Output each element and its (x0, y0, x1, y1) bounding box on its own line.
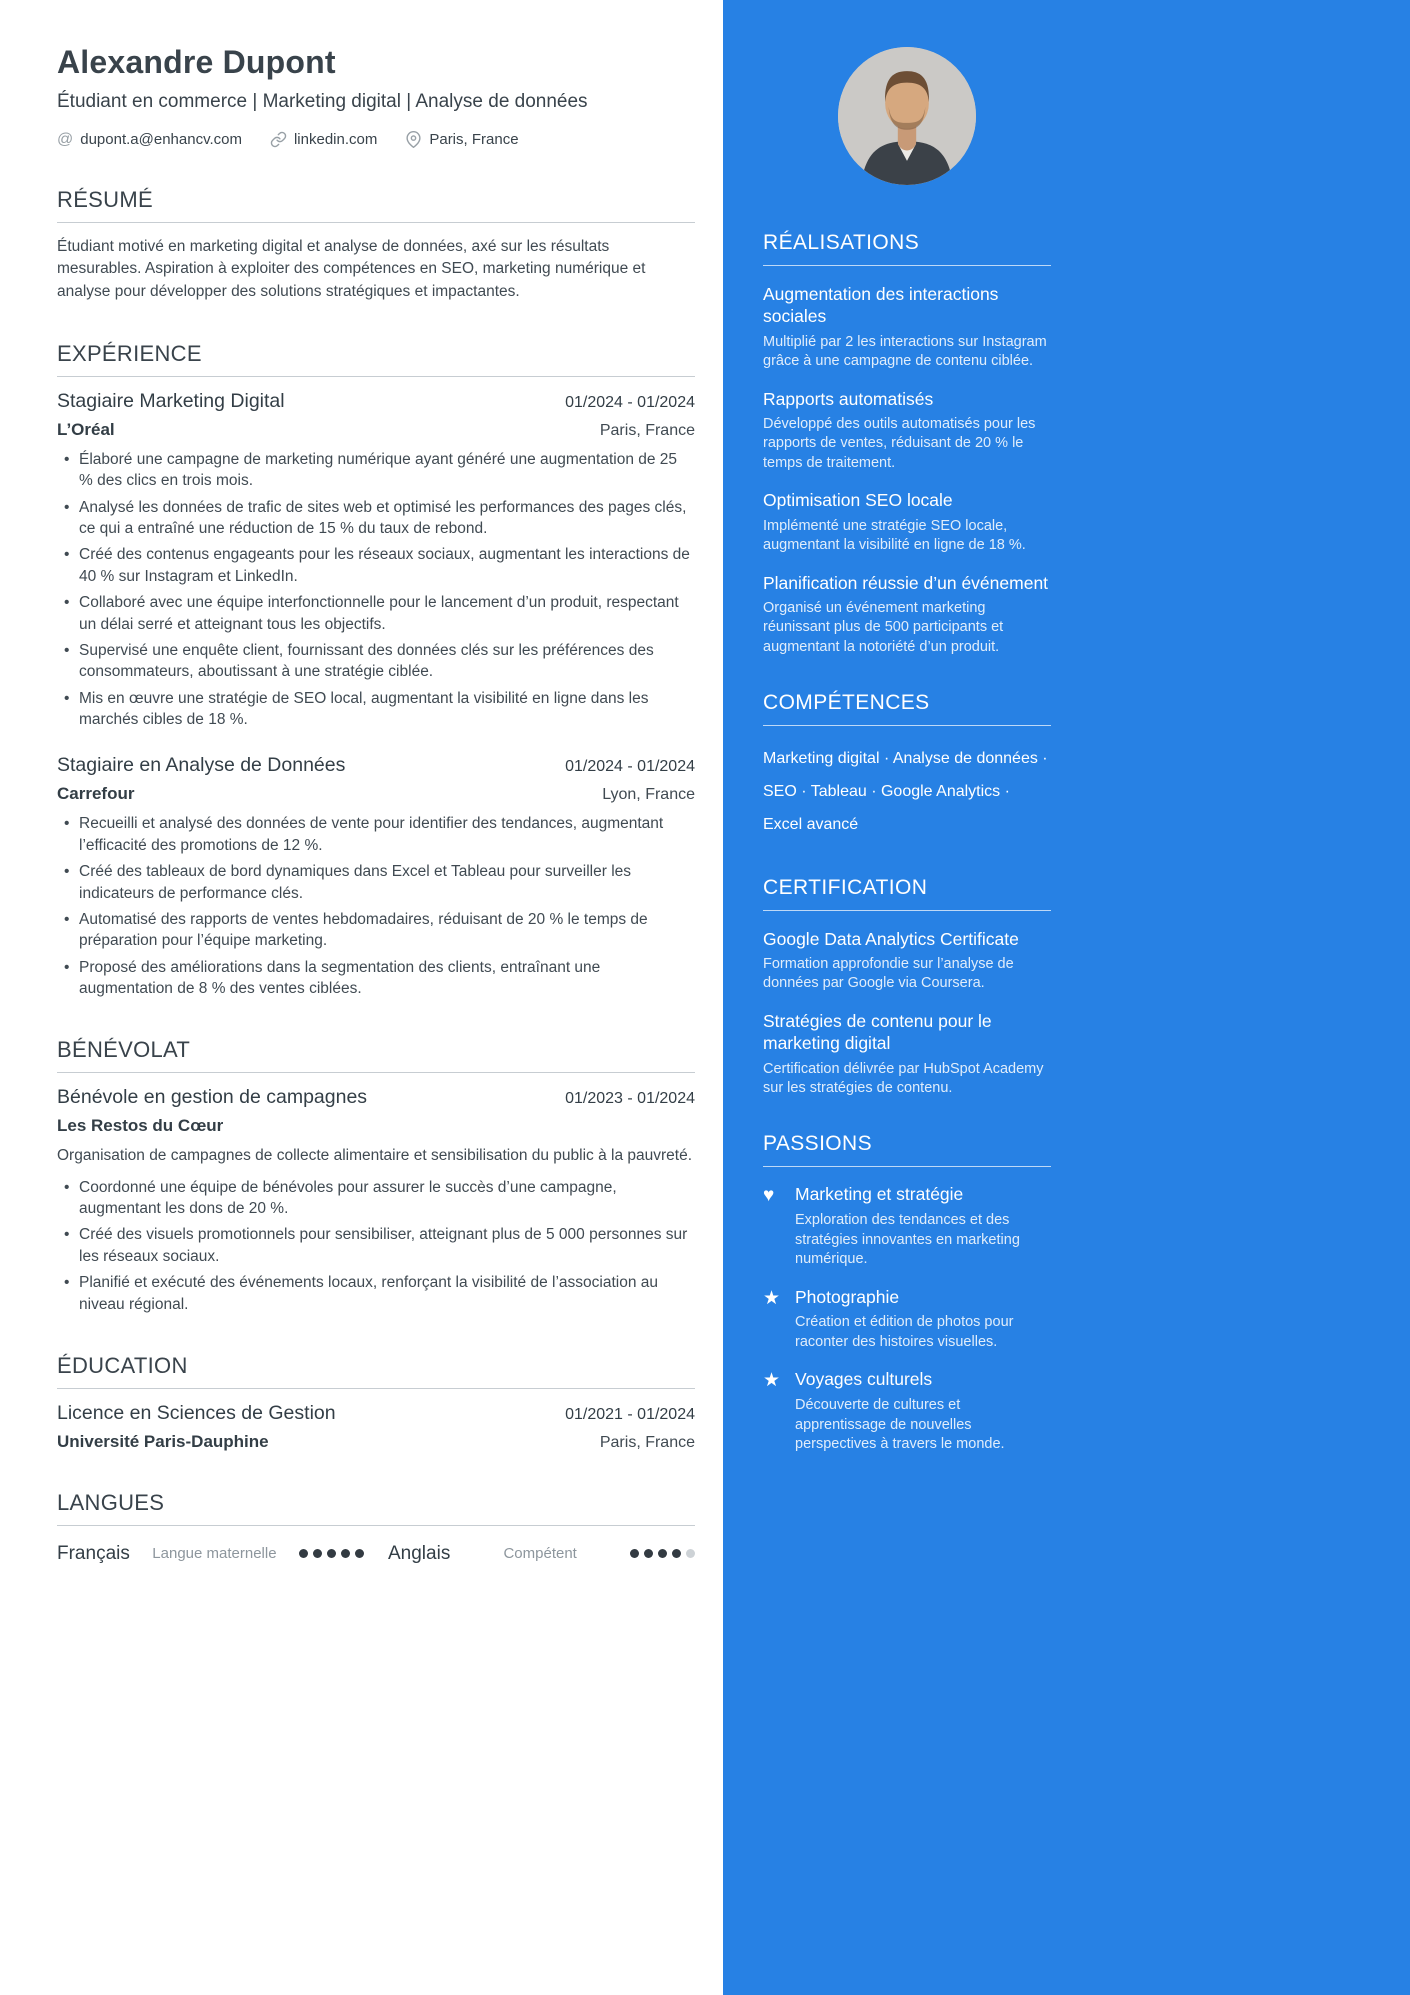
skills-list: Marketing digital · Analyse de données · SEO · Tableau · Google Analytics · Excel avancé (763, 750, 1048, 833)
skills-section (763, 691, 1051, 841)
job-title-row (57, 390, 695, 413)
achievement-title: Planification réussie d’un événement (763, 572, 1049, 593)
education-dates: 01/2021 - 01/2024 (565, 1405, 695, 1423)
passion-text: Découverte de cultures et apprentissage de nouvelles perspectives à travers le monde. (795, 1397, 1005, 1452)
education-school: Université Paris-Dauphine (57, 1431, 269, 1451)
job-bullets (57, 449, 695, 731)
volunteering-description: Organisation de campagnes de collecte alimentaire et sensibilisation du public à la pauvreté. (57, 1147, 693, 1165)
certification-item (763, 928, 1051, 994)
bullet-item: • Créé des visuels promotionnels pour sensibiliser, atteignant plus de 5 000 personnes sur les réseaux sociaux. (57, 1224, 695, 1267)
job-entry (57, 754, 695, 999)
passion-text: Création et édition de photos pour raconter des histoires visuelles. (795, 1314, 1014, 1350)
certification-item (763, 1010, 1051, 1099)
volunteering-bullets (57, 1177, 695, 1315)
passion-item (763, 1369, 1051, 1454)
level-dot (686, 1549, 695, 1558)
bullet-item: • Coordonné une équipe de bénévoles pour assurer le succès d’une campagne, augmentant les dons de 20 %. (57, 1177, 695, 1220)
achievement-title: Augmentation des interactions sociales (763, 284, 999, 327)
language-name: Anglais (388, 1542, 451, 1564)
language-level-label: Compétent (503, 1545, 577, 1563)
job-bullets (57, 813, 695, 999)
bullet-item: • Analysé les données de trafic de sites web et optimisé les performances des pages clés, ce qui a entraîné une réduction de 15 % du taux de rebond. (57, 497, 695, 540)
bullet-item: • Élaboré une campagne de marketing numérique ayant généré une augmentation de 25 % des clics en trois mois. (57, 449, 695, 492)
bullet-item: • Recueilli et analysé des données de vente pour identifier des tendances, augmentant l’efficacité des promotions de 12 %. (57, 813, 695, 856)
profile-photo-illustration (838, 47, 976, 185)
passion-title: Marketing et stratégie (795, 1184, 964, 1205)
job-location: Lyon, France (602, 786, 695, 804)
contact-location (405, 131, 518, 148)
level-dot (644, 1549, 653, 1558)
main-column (57, 0, 695, 1565)
job-entry (57, 390, 695, 731)
passions-heading: PASSIONS (763, 1132, 1051, 1167)
bullet-item: • Collaboré avec une équipe interfonctionnelle pour le lancement d’un produit, respectant un délai serré et atteignant tous les objectifs. (57, 592, 695, 635)
job-title: Stagiaire en Analyse de Données (57, 754, 346, 777)
certification-title: Stratégies de contenu pour le marketing digital (763, 1010, 992, 1054)
bullet-item: • Proposé des améliorations dans la segmentation des clients, entraînant une augmentation de 8 % des ventes ciblées. (57, 957, 695, 1000)
languages-row (57, 1543, 695, 1565)
languages-heading: LANGUES (57, 1490, 695, 1526)
education-title-row (57, 1402, 695, 1425)
job-company: Carrefour (57, 784, 135, 804)
level-dot (658, 1549, 667, 1558)
language-entry (388, 1543, 695, 1565)
certification-heading: CERTIFICATION (763, 876, 1051, 911)
achievements-section (763, 231, 1051, 657)
job-company: L’Oréal (57, 419, 115, 439)
language-name: Français (57, 1542, 130, 1564)
certification-section (763, 876, 1051, 1099)
linkedin-text: linkedin.com (293, 131, 378, 149)
level-dot (327, 1549, 336, 1558)
volunteering-title: Bénévole en gestion de campagnes (57, 1086, 368, 1109)
achievement-text: Implémenté une stratégie SEO locale, augmentant la visibilité en ligne de 18 %. (763, 517, 1026, 554)
sidebar-content (763, 0, 1051, 1454)
bullet-item: • Supervisé une enquête client, fournissant des données clés sur les préférences des consommateurs, aboutissant à une stratégie ciblée. (57, 640, 695, 683)
languages-section (57, 1490, 695, 1565)
achievement-text: Multiplié par 2 les interactions sur Instagram grâce à une campagne de contenu ciblée. (763, 333, 1047, 370)
job-dates: 01/2024 - 01/2024 (565, 758, 695, 776)
passion-title: Photographie (795, 1286, 900, 1307)
contact-linkedin[interactable] (270, 131, 377, 148)
level-dot (672, 1549, 681, 1558)
heart-icon: ♥ (763, 1185, 775, 1207)
education-location: Paris, France (599, 1433, 695, 1451)
certification-text: Formation approfondie sur l’analyse de données par Google via Coursera. (763, 955, 1014, 992)
sidebar (723, 0, 1410, 1995)
passion-text: Exploration des tendances et des stratégies innovantes en marketing numérique. (795, 1212, 1020, 1268)
achievement-text: Développé des outils automatisés pour les rapports de ventes, réduisant de 20 % le temps de traitement. (763, 416, 1036, 471)
education-school-row (57, 1432, 695, 1452)
certification-title: Google Data Analytics Certificate (763, 928, 1019, 949)
language-level-dots (299, 1549, 364, 1558)
achievements-heading: RÉALISATIONS (763, 231, 1051, 266)
level-dot (341, 1549, 350, 1558)
job-title: Stagiaire Marketing Digital (57, 389, 285, 412)
volunteering-section (57, 1037, 695, 1315)
job-dates: 01/2024 - 01/2024 (565, 393, 695, 411)
achievement-title: Rapports automatisés (763, 388, 934, 409)
email-text: dupont.a@enhancv.com (80, 131, 242, 149)
person-name: Alexandre Dupont (57, 44, 336, 80)
passions-section (763, 1132, 1051, 1454)
experience-section (57, 341, 695, 1000)
volunteering-organization: Les Restos du Cœur (57, 1116, 224, 1136)
bullet-item: • Planifié et exécuté des événements locaux, renforçant la visibilité de l’association au niveau régional. (57, 1272, 695, 1315)
skills-heading: COMPÉTENCES (763, 691, 1051, 726)
job-title-row (57, 754, 695, 777)
education-section (57, 1353, 695, 1452)
contact-email[interactable] (57, 131, 242, 149)
level-dot (355, 1549, 364, 1558)
star-icon: ★ (763, 1370, 781, 1392)
profile-photo (838, 47, 976, 185)
bullet-item: • Automatisé des rapports de ventes hebdomadaires, réduisant de 20 % le temps de préparation pour l’équipe marketing. (57, 909, 695, 952)
achievement-item (763, 572, 1051, 658)
education-degree: Licence en Sciences de Gestion (57, 1401, 336, 1424)
achievement-text: Organisé un événement marketing réunissant plus de 500 participants et augmentant la notoriété d’un produit. (763, 599, 1004, 655)
volunteering-dates: 01/2023 - 01/2024 (565, 1090, 695, 1108)
passion-item (763, 1287, 1051, 1353)
achievement-item (763, 489, 1051, 555)
language-level-dots (630, 1549, 695, 1558)
volunteering-entry (57, 1086, 695, 1315)
level-dot (313, 1549, 322, 1558)
education-entry (57, 1402, 695, 1452)
bullet-item: • Créé des tableaux de bord dynamiques dans Excel et Tableau pour surveiller les indicateurs de performance clés. (57, 861, 695, 904)
job-location: Paris, France (599, 421, 695, 439)
passion-item (763, 1184, 1051, 1269)
job-company-row (57, 784, 695, 804)
contact-row (57, 131, 695, 149)
bullet-item: • Mis en œuvre une stratégie de SEO local, augmentant la visibilité en ligne dans les marchés cibles de 18 %. (57, 688, 695, 731)
language-entry (57, 1543, 364, 1565)
achievement-item (763, 388, 1051, 474)
education-heading: ÉDUCATION (57, 1353, 695, 1389)
experience-heading: EXPÉRIENCE (57, 341, 695, 377)
passion-title: Voyages culturels (795, 1369, 933, 1390)
summary-section (57, 187, 695, 303)
volunteering-org-row (57, 1116, 695, 1136)
summary-text: Étudiant motivé en marketing digital et analyse de données, axé sur les résultats mesurables. Aspiration à exploiter des compétences en SEO, marketing numérique et analyse pour développer des solutions stratégiques et impactantes. (57, 237, 646, 300)
location-pin-icon (405, 131, 422, 148)
volunteering-title-row (57, 1086, 695, 1109)
level-dot (299, 1549, 308, 1558)
link-icon (270, 131, 287, 148)
bullet-item: • Créé des contenus engageants pour les réseaux sociaux, augmentant les interactions de 40 % sur Instagram et LinkedIn. (57, 544, 695, 587)
location-text: Paris, France (429, 131, 519, 149)
star-icon: ★ (763, 1287, 781, 1309)
volunteering-heading: BÉNÉVOLAT (57, 1037, 695, 1073)
at-icon: @ (57, 130, 74, 148)
achievement-item (763, 283, 1051, 372)
certification-text: Certification délivrée par HubSpot Academy sur les stratégies de contenu. (763, 1060, 1044, 1096)
person-headline: Étudiant en commerce | Marketing digital | Analyse de données (57, 91, 588, 112)
achievement-title: Optimisation SEO locale (763, 490, 953, 511)
language-level-label: Langue maternelle (152, 1545, 277, 1563)
level-dot (630, 1549, 639, 1558)
job-company-row (57, 420, 695, 440)
summary-heading: RÉSUMÉ (57, 187, 695, 223)
